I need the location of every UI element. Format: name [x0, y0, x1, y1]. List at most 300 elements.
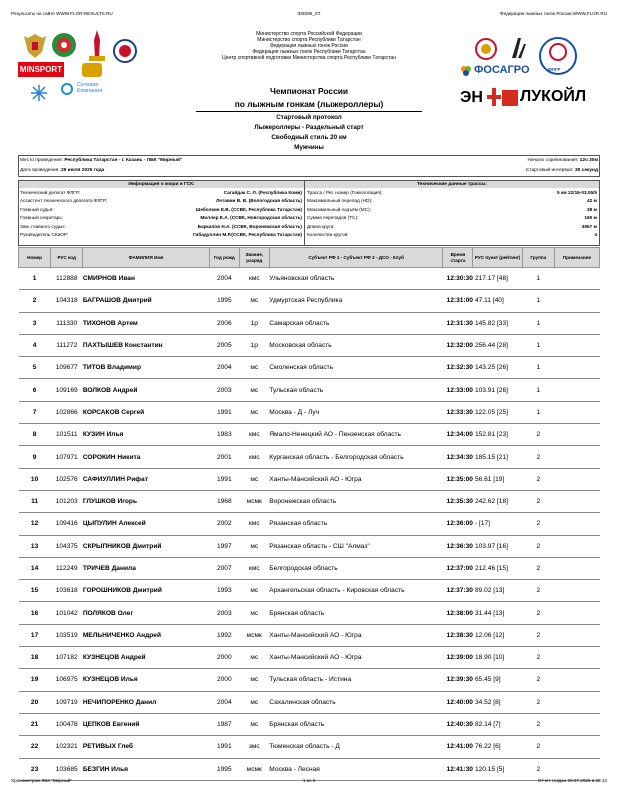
cell-birth-year: 2000: [209, 647, 239, 669]
cell-athlete-name: ГОРОШНИКОВ Дмитрий: [83, 580, 209, 602]
cell-note: [554, 424, 599, 446]
footer-timing: Хронометраж ЛБК "Мирный": [11, 778, 72, 783]
vertical-logo-icon: [82, 63, 102, 77]
jury-track-divider: [304, 180, 305, 246]
table-row: [19, 602, 600, 624]
cell-birth-year: 1993: [209, 580, 239, 602]
results-site-text: Результаты на сайте WWW.FLGR-RESULTS.RU: [11, 11, 113, 16]
cell-rus-points: 143.25 [26]: [473, 357, 522, 379]
cell-note: [554, 290, 599, 312]
cell-rus-points: 103.91 [26]: [473, 379, 522, 401]
jury-row: [20, 231, 302, 239]
footer-page: 1 из 3: [302, 778, 316, 783]
cell-region: Москва - Лесная: [269, 758, 443, 780]
cell-athlete-name: БЕЗГИН Илья: [83, 758, 209, 780]
cell-athlete-name: ЦЫПУЛИН Алексей: [83, 513, 209, 535]
cell-region: Белгородская область: [269, 557, 443, 579]
cell-athlete-name: СОРОКИН Никита: [83, 446, 209, 468]
track-value: 160 м: [584, 215, 597, 221]
cell-bib: 16: [19, 602, 51, 624]
cell-start-time: 12:35:00: [443, 468, 473, 490]
start-interval: [526, 168, 598, 173]
cell-note: [554, 535, 599, 557]
cell-start-time: 12:40:00: [443, 691, 473, 713]
cell-birth-year: 2005: [209, 334, 239, 356]
network-company-line2: Компания: [77, 88, 103, 94]
cell-rank: мс: [239, 290, 269, 312]
championship-subtitle: по лыжным гонкам (лыжероллеры): [234, 99, 384, 109]
cell-birth-year: 2004: [209, 691, 239, 713]
jury-row: [20, 206, 302, 214]
title-divider: [196, 111, 422, 112]
table-row: [19, 334, 600, 356]
cell-athlete-name: КУЗИН Илья: [83, 424, 209, 446]
cell-bib: 20: [19, 691, 51, 713]
cell-note: [554, 647, 599, 669]
cell-group: 2: [522, 713, 554, 735]
cell-bib: 18: [19, 647, 51, 669]
track-value: 4957 м: [581, 223, 597, 229]
cell-rank: 1р: [239, 334, 269, 356]
cell-rus-points: 65.45 [9]: [473, 669, 522, 691]
cell-rank: мс: [239, 401, 269, 423]
cell-region: Рязанская область - СШ "Алмаз": [269, 535, 443, 557]
cell-group: 2: [522, 580, 554, 602]
race-start: [528, 158, 598, 163]
cell-group: 2: [522, 490, 554, 512]
cell-start-time: 12:34:00: [443, 424, 473, 446]
table-row: [19, 557, 600, 579]
organizer-line: Федерация лыжных гонок России: [270, 43, 348, 49]
cell-rus-points: 120.15 [5]: [473, 758, 522, 780]
cell-start-time: 12:33:00: [443, 379, 473, 401]
cell-rus-code: 109719: [51, 691, 83, 713]
cell-group: 2: [522, 691, 554, 713]
cell-group: 1: [522, 401, 554, 423]
protocol-type: Стартовый протокол: [276, 114, 342, 121]
ski-federation-emblem-icon: [112, 38, 138, 64]
venue-place: [20, 158, 182, 163]
cell-region: Смоленская область: [269, 357, 443, 379]
cell-rank: кмс: [239, 268, 269, 290]
cell-start-time: 12:40:30: [443, 713, 473, 735]
cell-group: 1: [522, 357, 554, 379]
cell-region: Брянская область: [269, 602, 443, 624]
cell-rus-code: 111272: [51, 334, 83, 356]
cell-start-time: 12:32:30: [443, 357, 473, 379]
track-label: Длина круга:: [307, 223, 335, 229]
cell-note: [554, 713, 599, 735]
cell-region: Тюменская область - Д: [269, 736, 443, 758]
cell-group: 1: [522, 379, 554, 401]
cell-rus-code: 102321: [51, 736, 83, 758]
cell-group: 1: [522, 290, 554, 312]
cell-bib: 9: [19, 446, 51, 468]
organizer-line: Министерство спорта Российской Федерации: [256, 31, 362, 37]
cell-birth-year: 2007: [209, 557, 239, 579]
cell-bib: 10: [19, 468, 51, 490]
brand-logo-icon: [508, 36, 528, 62]
start-value: 12ч 30м: [579, 158, 598, 163]
cell-rus-code: 100478: [51, 713, 83, 735]
header-region: Субъект РФ 1 - Субъект РФ 2 - ДСО - Клуб: [269, 248, 443, 268]
cell-rank: кмс: [239, 446, 269, 468]
cell-note: [554, 357, 599, 379]
cell-region: Москва - Д - Луч: [269, 401, 443, 423]
cell-group: 2: [522, 446, 554, 468]
cell-birth-year: 1995: [209, 290, 239, 312]
cell-note: [554, 334, 599, 356]
en-logo-text: ЭН: [460, 89, 483, 106]
cell-group: 2: [522, 535, 554, 557]
cell-start-time: 12:36:00: [443, 513, 473, 535]
cell-note: [554, 557, 599, 579]
cell-birth-year: 1968: [209, 490, 239, 512]
cell-athlete-name: ТИХОНОВ Артем: [83, 312, 209, 334]
jury-label: Руководитель СКиОР:: [20, 231, 69, 237]
table-row: [19, 379, 600, 401]
cell-note: [554, 513, 599, 535]
cell-group: 2: [522, 624, 554, 646]
cell-bib: 3: [19, 312, 51, 334]
cell-region: Тульская область - Истина: [269, 669, 443, 691]
cell-rus-points: 152.81 [23]: [473, 424, 522, 446]
date-label: Дата проведения:: [20, 168, 60, 173]
cell-start-time: 12:33:30: [443, 401, 473, 423]
interval-label: Стартовый интервал:: [525, 168, 574, 173]
header-rus-code: РУС код: [51, 248, 83, 268]
cell-rus-points: 242.62 [18]: [473, 490, 522, 512]
table-row: [19, 490, 600, 512]
cell-athlete-name: КОРСАКОВ Сергей: [83, 401, 209, 423]
cell-bib: 4: [19, 334, 51, 356]
cell-rank: мс: [239, 691, 269, 713]
track-row: [307, 206, 597, 214]
header-start-time: Время старта: [443, 248, 473, 268]
cell-rus-code: 107971: [51, 446, 83, 468]
cell-start-time: 12:31:00: [443, 290, 473, 312]
cell-region: Удмуртская Республика: [269, 290, 443, 312]
cell-group: 1: [522, 312, 554, 334]
cell-rus-code: 107182: [51, 647, 83, 669]
cell-bib: 15: [19, 580, 51, 602]
cell-rus-code: 103618: [51, 580, 83, 602]
cell-note: [554, 580, 599, 602]
cell-rus-code: 112249: [51, 557, 83, 579]
table-body: [19, 268, 600, 781]
cell-rank: мс: [239, 713, 269, 735]
interval-value: 30 секунд: [574, 168, 598, 173]
start-list-table: [18, 247, 600, 781]
footer-report-date: Отчет создан 28.07.2025 в 20:14: [537, 778, 607, 783]
cell-birth-year: 1992: [209, 624, 239, 646]
cell-region: Ханты-Мансийский АО - Югра: [269, 647, 443, 669]
cell-rank: змс: [239, 736, 269, 758]
jury-value: Сагайдак С. Л. (Республика Коми): [223, 190, 302, 195]
cell-group: 2: [522, 602, 554, 624]
document-id: ID9296_ST: [297, 11, 321, 16]
place-value: Республика Татарстан - г. Казань - ЛБК "Мирный": [64, 158, 183, 163]
cell-bib: 7: [19, 401, 51, 423]
cell-rank: мс: [239, 379, 269, 401]
jury-row: [20, 223, 302, 231]
header-rus-points: РУС пункт (рейтинг): [473, 248, 522, 268]
cell-region: Самарская область: [269, 312, 443, 334]
cell-start-time: 12:41:30: [443, 758, 473, 780]
cell-region: Архангельская область - Кировская область: [269, 580, 443, 602]
cell-note: [554, 602, 599, 624]
fosagro-logo-text: ФОСАГРО: [474, 64, 530, 76]
cell-start-time: 12:38:30: [443, 624, 473, 646]
tatarstan-emblem-icon: [50, 30, 78, 60]
cell-rus-points: 212.46 [15]: [473, 557, 522, 579]
cell-athlete-name: ТИТОВ Владимир: [83, 357, 209, 379]
organizer-line: Центр спортивной подготовки Министерства спорта Республики Татарстан: [222, 55, 396, 61]
table-row: [19, 580, 600, 602]
jury-value: Летавин В. В. (Вологодская область): [216, 198, 302, 204]
jury-heading: Информация о жюри и ГСК:: [19, 181, 304, 188]
cell-rank: мс: [239, 535, 269, 557]
cell-bib: 8: [19, 424, 51, 446]
cell-group: 2: [522, 736, 554, 758]
jury-value: Шеболкин Е.В. (ССВК, Республика Татарстан): [195, 206, 302, 212]
cell-note: [554, 691, 599, 713]
track-label: Максимальный перепад (HD):: [307, 198, 373, 204]
cell-note: [554, 379, 599, 401]
cell-region: Ханты-Мансийский АО - Югра: [269, 624, 443, 646]
race-style: Свободный стиль 20 км: [271, 134, 347, 141]
cell-athlete-name: НЕЧИПОРЕНКО Данил: [83, 691, 209, 713]
track-label: Сумма перепадов (TC):: [307, 215, 359, 221]
jury-value: Миллер Е.А. (ССВК, Новгородская область): [200, 215, 302, 221]
fosagro-leaf-icon: [460, 64, 472, 76]
cell-note: [554, 446, 599, 468]
track-row: [307, 231, 597, 239]
table-header-row: [19, 248, 600, 268]
cell-athlete-name: МЕЛЬНИЧЕНКО Андрей: [83, 624, 209, 646]
cell-birth-year: 2004: [209, 357, 239, 379]
network-company-line1: Сетевая: [77, 82, 99, 88]
cell-rus-points: 145.82 [33]: [473, 312, 522, 334]
cell-group: 2: [522, 557, 554, 579]
cell-rus-points: 18.90 [10]: [473, 647, 522, 669]
track-row: [307, 197, 597, 205]
cell-birth-year: 1991: [209, 736, 239, 758]
cell-rank: мс: [239, 580, 269, 602]
organizer-line: Федерация лыжных гонок Республики Татарстан: [252, 49, 366, 55]
jury-value: Гибадуллин М.Р.(ССВК, Республика Татарстан): [192, 231, 302, 237]
cell-rank: мсмк: [239, 758, 269, 780]
cell-region: Воронежская область: [269, 490, 443, 512]
table-row: [19, 290, 600, 312]
cell-region: Ханты-Мансийский АО - Югра: [269, 468, 443, 490]
cell-region: Брянская область: [269, 713, 443, 735]
cell-bib: 22: [19, 736, 51, 758]
cell-rus-points: 31.44 [13]: [473, 602, 522, 624]
championship-title: Чемпионат России: [269, 86, 349, 96]
cell-rank: кмс: [239, 557, 269, 579]
cell-rank: мс: [239, 647, 269, 669]
cell-region: Курганская область - Белгородская область: [269, 446, 443, 468]
statue-logo-icon: [86, 28, 108, 62]
table-row: [19, 401, 600, 423]
cell-birth-year: 2003: [209, 602, 239, 624]
cell-athlete-name: ПАХТЫШЕВ Константин: [83, 334, 209, 356]
cell-bib: 5: [19, 357, 51, 379]
cell-rus-code: 109416: [51, 513, 83, 535]
jury-label: Главный секретарь:: [20, 215, 64, 221]
track-label: Трасса / Рег. номер (Гомологация):: [307, 190, 383, 195]
cell-birth-year: 1991: [209, 401, 239, 423]
cell-start-time: 12:35:30: [443, 490, 473, 512]
table-row: [19, 669, 600, 691]
cell-group: 1: [522, 334, 554, 356]
venue-date: [20, 168, 104, 173]
cell-start-time: 12:41:00: [443, 736, 473, 758]
table-row: [19, 647, 600, 669]
cell-region: Ульяновская область: [269, 268, 443, 290]
organizers-block: [189, 31, 429, 61]
cell-start-time: 12:30:30: [443, 268, 473, 290]
russia-coat-of-arms-icon: [22, 32, 48, 60]
cell-rank: мс: [239, 468, 269, 490]
cell-note: [554, 312, 599, 334]
cell-birth-year: 2004: [209, 268, 239, 290]
cell-rus-points: 103.97 [16]: [473, 535, 522, 557]
cell-rus-code: 101511: [51, 424, 83, 446]
cell-rank: кмс: [239, 513, 269, 535]
jury-row: [20, 189, 302, 197]
table-row: [19, 758, 600, 780]
cell-athlete-name: САФИУЛЛИН Рифат: [83, 468, 209, 490]
cell-athlete-name: ГЛУШКОВ Игорь: [83, 490, 209, 512]
cell-rus-code: 104318: [51, 290, 83, 312]
cell-rank: мсмк: [239, 490, 269, 512]
flgr-logo-text: ФЛГР: [548, 67, 561, 72]
table-row: [19, 446, 600, 468]
cell-athlete-name: РЕТИВЫХ Глеб: [83, 736, 209, 758]
cell-group: 2: [522, 424, 554, 446]
cell-rus-points: 76.22 [6]: [473, 736, 522, 758]
cell-athlete-name: СКРЫПНИКОВ Дмитрий: [83, 535, 209, 557]
cell-rus-points: 256.44 [28]: [473, 334, 522, 356]
cell-rank: кмс: [239, 424, 269, 446]
cell-start-time: 12:37:30: [443, 580, 473, 602]
cell-rus-points: 56.61 [19]: [473, 468, 522, 490]
header-name: ФАМИЛИЯ Имя: [83, 248, 209, 268]
cell-rus-code: 101203: [51, 490, 83, 512]
cell-note: [554, 624, 599, 646]
cell-rus-points: 82.14 [7]: [473, 713, 522, 735]
cell-athlete-name: ТРИЧЕВ Данила: [83, 557, 209, 579]
start-label: Начало соревнования:: [527, 158, 579, 163]
track-value: 42 м: [587, 198, 597, 204]
cell-athlete-name: КУЗНЕЦОВ Андрей: [83, 647, 209, 669]
jury-value: Баркалов Н.А. (ССВК, Воронежская область): [197, 223, 302, 229]
cell-start-time: 12:37:00: [443, 557, 473, 579]
cell-note: [554, 736, 599, 758]
ski-club-emblem-icon: [474, 38, 498, 60]
jury-label: Главный судья:: [20, 206, 54, 212]
header-bib: Номер: [19, 248, 51, 268]
cell-rank: мс: [239, 357, 269, 379]
cell-start-time: 12:39:30: [443, 669, 473, 691]
cell-rus-points: 34.52 [8]: [473, 691, 522, 713]
cell-start-time: 12:38:00: [443, 602, 473, 624]
place-label: Место проведения:: [20, 158, 63, 163]
table-row: [19, 713, 600, 735]
cell-birth-year: 2000: [209, 669, 239, 691]
cell-athlete-name: ЦЕПКОВ Евгений: [83, 713, 209, 735]
cell-rank: мс: [239, 669, 269, 691]
cell-region: Московская область: [269, 334, 443, 356]
header-group: Группа: [522, 248, 554, 268]
cell-bib: 12: [19, 513, 51, 535]
cell-rus-code: 112888: [51, 268, 83, 290]
table-row: [19, 424, 600, 446]
jury-label: Ассистент технического делегата ФЛГР:: [20, 198, 108, 204]
cell-bib: 2: [19, 290, 51, 312]
cell-rus-code: 106975: [51, 669, 83, 691]
cell-bib: 21: [19, 713, 51, 735]
minsport-logo: MINSPORT: [18, 62, 64, 77]
cell-rus-code: 103519: [51, 624, 83, 646]
cell-birth-year: 2006: [209, 312, 239, 334]
cell-region: Сахалинская область: [269, 691, 443, 713]
table-row: [19, 357, 600, 379]
organizer-line: Министерство спорта Республики Татарстан: [257, 37, 361, 43]
cell-birth-year: 1987: [209, 713, 239, 735]
table-row: [19, 268, 600, 290]
cell-note: [554, 490, 599, 512]
jury-label: Технический делегат ФЛГР:: [20, 190, 81, 195]
cell-athlete-name: ВОЛКОВ Андрей: [83, 379, 209, 401]
track-row: [307, 223, 597, 231]
cell-rus-code: 109677: [51, 357, 83, 379]
jury-row: [20, 214, 302, 222]
cell-region: Рязанская область: [269, 513, 443, 535]
cell-group: 2: [522, 758, 554, 780]
cell-rus-points: 217.17 [48]: [473, 268, 522, 290]
cell-rus-code: 102576: [51, 468, 83, 490]
table-row: [19, 535, 600, 557]
table-row: [19, 468, 600, 490]
gender-category: Мужчины: [294, 144, 324, 151]
cell-rus-points: 89.02 [13]: [473, 580, 522, 602]
cell-birth-year: 1991: [209, 468, 239, 490]
lukoil-logo-text: ЛУКОЙЛ: [520, 88, 587, 105]
cell-group: 2: [522, 468, 554, 490]
cell-birth-year: 1997: [209, 535, 239, 557]
cell-bib: 19: [19, 669, 51, 691]
cell-rus-points: 12.06 [12]: [473, 624, 522, 646]
cell-bib: 23: [19, 758, 51, 780]
cell-group: 2: [522, 647, 554, 669]
cell-rus-points: - [17]: [473, 513, 522, 535]
federation-site-text: Федерация лыжных гонок России WWW.FLGR.RU: [500, 11, 607, 16]
track-value: 5 км 22/16-03.05/5: [557, 190, 597, 195]
cell-region: Тульская область: [269, 379, 443, 401]
cell-rus-code: 104375: [51, 535, 83, 557]
cell-group: 2: [522, 513, 554, 535]
cell-birth-year: 2001: [209, 446, 239, 468]
cell-rus-points: 122.05 [25]: [473, 401, 522, 423]
cell-rus-code: 109169: [51, 379, 83, 401]
jury-list: [20, 189, 302, 239]
cell-bib: 17: [19, 624, 51, 646]
cell-start-time: 12:34:30: [443, 446, 473, 468]
cell-rus-code: 111330: [51, 312, 83, 334]
